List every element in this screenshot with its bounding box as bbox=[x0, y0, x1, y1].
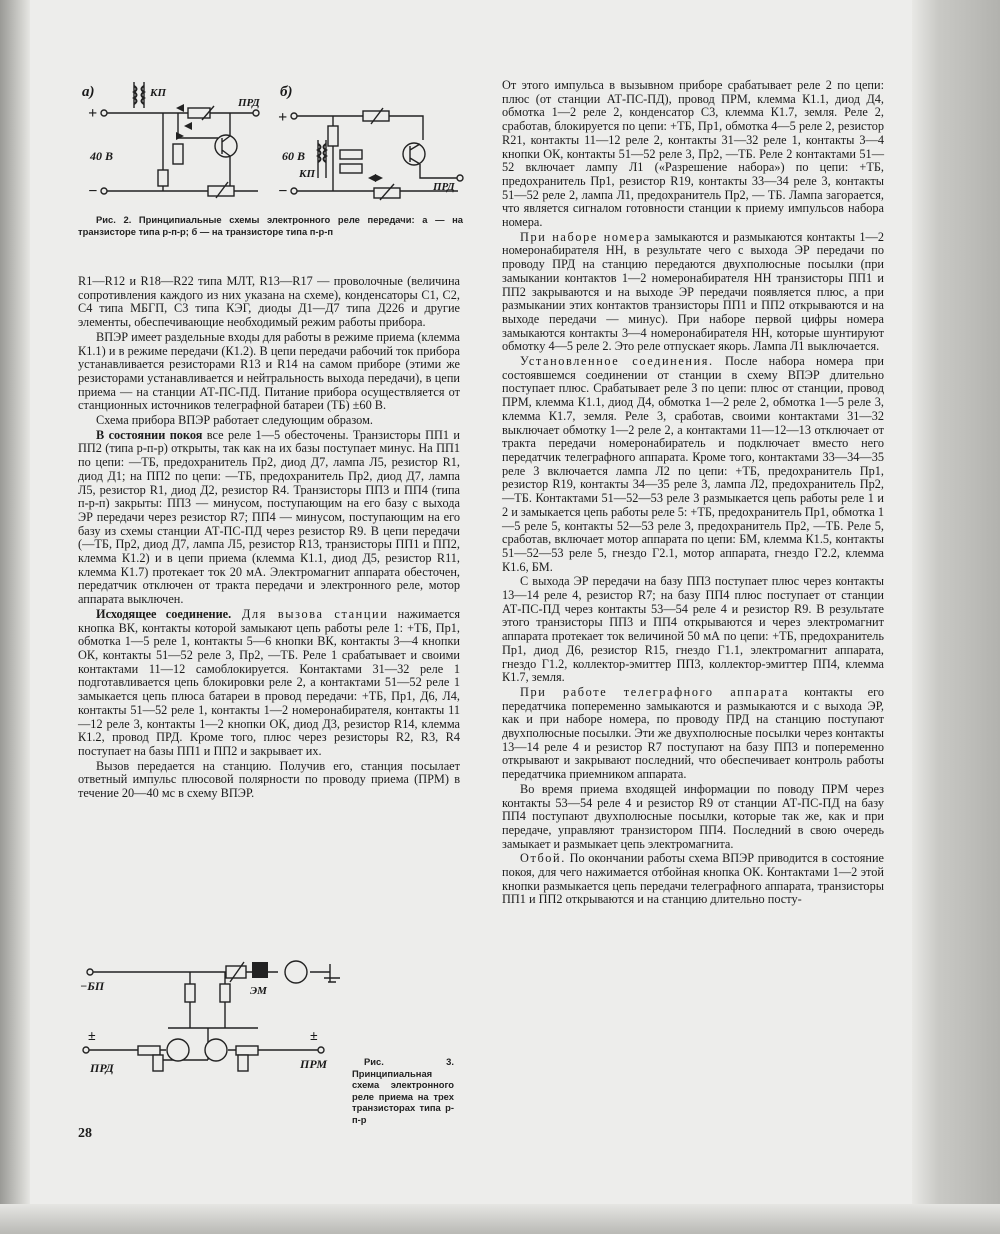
right-paragraph-4: С выхода ЭР передачи на базу ПП3 поступает плюс через контакты 13—14 реле 4, резистор R7; на базу ПП4 плюс поступает от станции АТ-ПС-ПД через контакты 53—54 реле 4 и резистор R9. В результате этого транзисторы ПП3 и ПП4 открываются и через электромагнит аппарата протекает ток величиной 50 мА по цепи: +ТБ, предохранитель Пр1, диод Д6, резистор R15, гнездо Г1.1, электромагнит аппарата, гнездо Г1.2, коллектор-эмиттер ПП3, коллектор-эмиттер ПП4, клемма К1.7, земля. bbox=[502, 574, 884, 685]
svg-text:±: ± bbox=[310, 1029, 318, 1044]
teletype-operation-heading: При работе телеграфного аппарата bbox=[520, 684, 790, 699]
fig2-a-terminal-plus bbox=[101, 110, 107, 116]
right-paragraph-3-body: После набора номера при состоявшемся соединении от станции в схему ВПЭР длительно поступает плюс. Срабатывает реле 3 по цепи: плюс от станции, провод ПРМ, клемма К1.1, диод Д4, обмотка 1—2 реле 2, обмотка 1—5 реле 3, клемма К1.7, земля. Реле 3, сработав, своими контактами 31—32 выключает обмотку 1—2 реле 2, а контактами 11—12—13 отключает от тракта передачи номеронабиратель и подключает вместо него передатчик телеграфного аппарата. Кроме того, контактами 33—34—35 реле 3 включается лампа Л2 по цепи: +ТБ, предохранитель Пр1, резистор R19, контакты 34—35 реле 3, лампа Л2, предохранитель Пр2, —ТБ. Контактами 51—52—53 реле 3 размыкается цепь работы реле 1 и 2 и замыкается цепь работы реле 5: +ТБ, предохранитель Пр1, обмотка 1—5 реле 5, контакты 52—53 реле 3, предохранитель Пр2, —ТБ. Реле 5, сработав, включает мотор аппарата по цепи: БМ, клемма К1.5, контакты 51—52—53 реле 5, гнездо Г2.1, мотор аппарата, гнездо Г2.2, клемма К1.6, БМ. bbox=[502, 354, 884, 574]
left-paragraph-3: Схема прибора ВПЭР работает следующим образом. bbox=[96, 413, 373, 428]
right-paragraph-2 bbox=[502, 231, 884, 354]
fig2-a-prd-terminal bbox=[253, 110, 259, 116]
fig2-a-terminal-minus bbox=[101, 188, 107, 194]
figure-2-schematics bbox=[78, 78, 473, 210]
fig3-transistor-1 bbox=[167, 1039, 189, 1061]
fig2-b-kp-label: КП bbox=[299, 168, 316, 180]
page-number: 28 bbox=[78, 1126, 92, 1141]
left-paragraph-4-body: все реле 1—5 обесточены. Транзисторы ПП1 и ПП2 (типа р-п-р) открыты, так как на их базы поступает минус. На ПП1 по цепи: —ТБ, предохранитель Пр2, диод Д7, лампа Л5, резистор R1, диод Д1; на ПП2 по цепи: —ТБ, предохранитель Пр2, диод Д7, лампа Л5, резистор R1, диод Д2, резистор R4. Транзисторы ПП3 и ПП4 (типа п-р-п) закрыты: ПП3 — минусом, поступающим на его базу с выхода ЭР передачи через резистор R7; ПП4 — минусом, поступающим на его базу из схемы станции АТ-ПС-ПД через резистор R9. В цепи передачи (—ТБ, Пр2, диод Д7, лампа Л5, резистор R13, транзисторы ПП1 и ПП2, клемма К1.2) и в цепи приема (клемма К1.1, диод Д5, резистор R11, клемма К1.7) протекает ток 20 мА. Электромагнит аппарата обесточен, передатчик отключен от тракта передачи и электронного реле, мотор аппарата выключен. bbox=[78, 427, 460, 607]
left-paragraph-5-spaced: Для вызова станции bbox=[231, 606, 389, 621]
fig2-b-prd-label: ПРД bbox=[433, 181, 455, 193]
fig2-a-voltage: 40 В bbox=[90, 149, 114, 163]
left-paragraph-5 bbox=[78, 608, 460, 759]
figure-3-schematic bbox=[78, 950, 350, 1075]
fig2-b-transistor bbox=[403, 143, 425, 165]
scan-shadow-bottom bbox=[0, 1204, 1000, 1234]
fig2-a-plus: + bbox=[88, 105, 98, 122]
fig2-b-voltage: 60 В bbox=[282, 149, 306, 163]
outgoing-connection-heading: Исходящее соединение. bbox=[96, 606, 232, 621]
fig3-prd-label: ПРД bbox=[90, 1061, 114, 1075]
rest-state-heading: В состоянии покоя bbox=[96, 427, 203, 442]
left-column bbox=[78, 275, 460, 801]
right-paragraph-2-body: замыкаются и размыкаются контакты 1—2 номеронабирателя НН, в результате чего с выхода ЭР передачи по проводу ПРД на станцию передаются двухполюсные посылки (при замыкании контактов 1—2 номеронабирателя НН транзисторы ПП1 и ПП2 закрываются и на выходе ЭР передачи появляется плюс, а при размыкании этих контактов транзисторы ПП1 и ПП2 открываются и на выходе передачи — минус). При наборе первой цифры номера замыкаются контакты 3—4 номеронабирателя НН, которые шунтируют обмотку 4—5 реле 2. Это реле отпускает якорь. Лампа Л1 выключается. bbox=[502, 229, 884, 354]
left-paragraph-2: ВПЭР имеет раздельные входы для работы в режиме приема (клемма К1.1) и в режиме передачи (К1.2). В цепи передачи рабочий ток прибора устанавливается резисторами R13 и R14 на самом приборе (этими же резисторами устанавливается и нейтральность выхода передачи), в цепи приема — на станции АТ-ПС-ПД. Питание прибора осуществляется от станционных источников телеграфной батареи (ТБ) ±60 В. bbox=[78, 329, 460, 413]
right-paragraph-3 bbox=[502, 355, 884, 574]
fig2-b-plus: + bbox=[278, 109, 288, 126]
scan-shadow-right bbox=[912, 0, 1000, 1234]
right-paragraph-5 bbox=[502, 686, 884, 782]
right-paragraph-7 bbox=[502, 852, 884, 907]
hangup-heading: Отбой. bbox=[520, 851, 566, 866]
fig2-label-a: а) bbox=[82, 84, 95, 100]
fig3-minus-bp-label: −БП bbox=[80, 979, 105, 993]
left-paragraph-1: R1—R12 и R18—R22 типа МЛТ, R13—R17 — проволочные (величина сопротивления каждого из них указана на схеме), конденсаторы C1, C2, C4 типа МБГП, C3 типа КЭГ, диоды Д1—Д7 типа Д226 и другие элементы, обеспечивающие необходимый режим работы прибора. bbox=[78, 274, 460, 330]
right-paragraph-1: От этого импульса в вызывном приборе срабатывает реле 2 по цепи: плюс (от станции АТ-ПС-ПД), провод ПРМ, клемма К1.1, диод Д4, обмотка 1—2 реле 2, конденсатор C3, клемма К1.7, земля. Реле 2, сработав, блокируется по цепи: +ТБ, Пр1, обмотка 4—5 реле 2, резистор R21, контакты 11—12 реле 2, контакты 31—32 реле 1, контакты 3—4 кнопки ОК, контакты 51—52 реле 3, Пр2, —ТБ. Реле 2 контактами 51—52 включает лампу Л1 («Разрешение набора») по цепи: +ТБ, предохранитель Пр1, резистор R19, контакты 33—34 реле 3, контакты 51—52 реле 2, лампа Л1, предохранитель Пр2, — ТБ. Лампа загорается, что является сигналом готовности станции к приему импульсов набора номера. bbox=[502, 78, 884, 230]
fig2-a-resistor-top bbox=[188, 108, 210, 118]
dialing-heading: При наборе номера bbox=[520, 229, 651, 244]
established-connection-heading: Установленное соединения. bbox=[520, 354, 714, 369]
figure-3-caption: Рис. 3. Принципиальная схема электронного реле приема на трех транзисторах типа р-п-р bbox=[352, 1056, 454, 1125]
fig2-b-minus: − bbox=[278, 183, 288, 200]
right-column bbox=[502, 79, 884, 907]
scan-shadow-left bbox=[0, 0, 30, 1234]
fig3-transistor-3 bbox=[285, 961, 307, 983]
right-paragraph-7-body: По окончании работы схема ВПЭР приводится в состояние покоя, для чего нажимается отбойная кнопка ОК. Контактами 1—2 этой кнопки размыкается цепь передачи телеграфного аппарата, транзисторы ПП1 и ПП2 открываются и на станцию длительно посту- bbox=[502, 851, 884, 907]
fig3-electromagnet bbox=[252, 962, 268, 978]
left-paragraph-4 bbox=[78, 429, 460, 607]
fig3-em-label: ЭМ bbox=[250, 985, 267, 997]
fig3-transistor-2 bbox=[205, 1039, 227, 1061]
fig2-a-prd-label: ПРД bbox=[238, 97, 260, 109]
svg-text:±: ± bbox=[88, 1029, 96, 1044]
fig3-prm-label: ПРМ bbox=[300, 1057, 328, 1071]
left-paragraph-5-body: нажимается кнопка ВК, контакты которой замыкают цепь работы реле 1: +ТБ, Пр1, обмотка 1—5 реле 1, контакты 5—6 кнопки ВК, контакты 3—4 кнопки ОК, контакты 51—52 реле 3, Пр2, —ТБ. Реле 1 срабатывает и своими контактами 11—12 самоблокируется. Контактами 31—32 реле 1 подготавливается цепь блокировки реле 2, а контактами 51—52 реле 1 замыкается цепь плюса батареи в провод передачи: +ТБ, Пр1, Д6, Л4, контакты 51—52 реле 1, контакты 1—2 номеронабирателя, контакты 11—12 реле 3, контакты 1—2 кнопки ОК, диод Д3, резистор R14, клемма К1.2, провод ПРД. Кроме того, плюс через резисторы R2, R3, R4 поступает на базы ПП1 и ПП2 и закрывает их. bbox=[78, 606, 460, 758]
figure-2-caption: Рис. 2. Принципиальные схемы электронного реле передачи: а — на транзисторе типа р-п-р; б — на транзисторе типа п-р-п bbox=[78, 214, 463, 237]
fig2-label-b: б) bbox=[280, 84, 293, 100]
fig2-a-minus: − bbox=[88, 183, 98, 200]
left-paragraph-6: Вызов передается на станцию. Получив его, станция посылает ответный импульс плюсовой полярности по проводу приема (ПРМ) в течение 20—40 мс в схему ВПЭР. bbox=[78, 758, 460, 801]
right-paragraph-6: Во время приема входящей информации по поводу ПРМ через контакты 53—54 реле 4 и резистор R9 от станции АТ-ПС-ПД на базу ПП4 поступают двухполюсные посылки, которые так же, как и при передаче, управляют транзистором ПП4. Последний в свою очередь замыкает и размыкает цепь электромагнита. bbox=[502, 781, 884, 851]
right-paragraph-5-body: контакты его передатчика попеременно замыкаются и размыкаются и с выхода ЭР, как и при наборе номера, по проводу ПРД на станцию поступают двухполюсные посылки. Эти же двухполюсные посылки через контакты 13—14 реле 4 и резистор R7 поступают на базу ПП3 и попеременно открывают и закрывают последний, что обеспечивает контроль работы передатчика приемником аппарата. bbox=[502, 684, 884, 782]
fig2-a-kp-label: КП bbox=[150, 87, 167, 99]
